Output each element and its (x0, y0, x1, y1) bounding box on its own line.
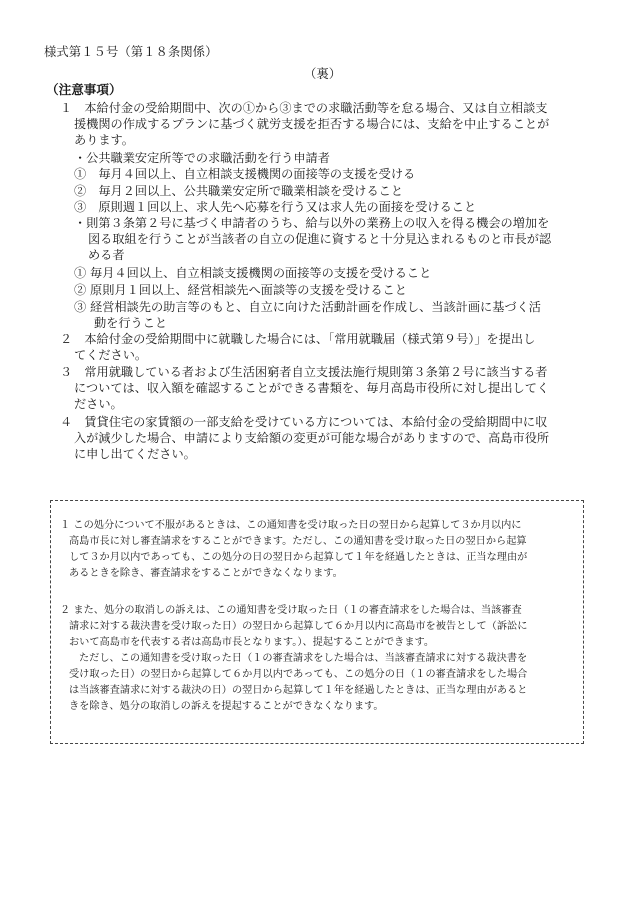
appeal-line: は当該審査請求に対する裁決の日）の翌日から起算して１年を経過したときは、正当な理由があると (69, 685, 528, 696)
appeal-line: 請求に対する裁決書を受け取った日）の翌日から起算して６か月以内に高島市を被告として（訴訟に (69, 621, 528, 632)
note-line: については、収入額を確認することができる書類を、毎月高島市役所に対し提出してく (74, 381, 550, 395)
note-line: 入が減少した場合、申請により支給額の変更が可能な場合がありますので、高島市役所 (74, 431, 550, 445)
note-line: 援機関の作成するプランに基づく就労支援を拒否する場合には、支給を中止することが (74, 117, 550, 131)
appeal-line: 高島市長に対し審査請求をすることができます。ただし、この通知書を受け取った日の翌日から起算 (69, 536, 527, 547)
note-line: める者 (88, 248, 125, 262)
note-line: ① 毎月４回以上、自立相談支援機関の面接等の支援を受けること (74, 266, 432, 280)
note-line: ② 毎月２回以上、公共職業安定所で職業相談を受けること (74, 184, 404, 198)
appeal-line: ただし、この通知書を受け取った日（１の審査請求をした場合は、当該審査請求に対する裁決書を (79, 653, 528, 664)
note-line: に申し出てください。 (74, 447, 196, 461)
note-line: ３ 常用就職している者および生活困窮者自立支援法施行規則第３条第２号に該当する者 (60, 365, 548, 379)
back-side-label: （裏） (304, 66, 342, 81)
appeal-line: きを除き、処分の取消しの訴えを提起することができなくなります。 (69, 701, 384, 712)
note-line: ２ 本給付金の受給期間中に就職した場合には、「常用就職届（様式第９号）」を提出し (60, 332, 536, 346)
appeal-notice-box (50, 500, 584, 744)
notes-heading: （注意事項） (46, 82, 122, 97)
appeal-line: して３か月以内であっても、この処分の日の翌日から起算して１年を経過したときは、正当な理由が (69, 552, 528, 563)
note-line: ４ 賃貸住宅の家賃額の一部支給を受けている方については、本給付金の受給期間中に収 (60, 415, 548, 429)
appeal-line: １ この処分について不服があるときは、この通知書を受け取った日の翌日から起算して３か月以内に (60, 520, 522, 531)
note-line: あります。 (74, 133, 134, 147)
note-line: ・則第３条第２号に基づく申請者のうち、給与以外の業務上の収入を得る機会の増加を (74, 216, 550, 230)
note-line: ② 原則月１回以上、経営相談先へ面談等の支援を受けること (74, 283, 407, 297)
note-line: てください。 (74, 348, 148, 362)
note-line: ① 毎月４回以上、自立相談支援機関の面接等の支援を受ける (74, 167, 416, 181)
appeal-line: あるときを除き、審査請求をすることができなくなります。 (69, 568, 343, 579)
note-line: １ 本給付金の受給期間中、次の①から③までの求職活動等を怠る場合、又は自立相談支 (60, 101, 548, 115)
note-line: 図る取組を行うことが当該者の自立の促進に資すると十分見込まれるものと市長が認 (88, 232, 552, 246)
appeal-line: ２ また、処分の取消しの訴えは、この通知書を受け取った日（１の審査請求をした場合は、当該審査 (60, 605, 522, 616)
form-title: 様式第１５号（第１８条関係） (44, 44, 218, 59)
note-line: ③ 原則週１回以上、求人先へ応募を行う又は求人先の面接を受けること (74, 200, 477, 214)
appeal-line: おいて高島市を代表する者は高島市長となります。）、提起することができます。 (69, 637, 435, 648)
note-line: ださい。 (74, 397, 123, 411)
note-line: ③ 経営相談先の助言等のもと、自立に向けた活動計画を作成し、当該計画に基づく活 (74, 300, 541, 314)
note-line: ・公共職業安定所等での求職活動を行う申請者 (74, 151, 330, 165)
note-line: 動を行うこと (94, 316, 168, 330)
appeal-line: 受け取った日）の翌日から起算して６か月以内であっても、この処分の日（１の審査請求をした場合 (69, 669, 528, 680)
